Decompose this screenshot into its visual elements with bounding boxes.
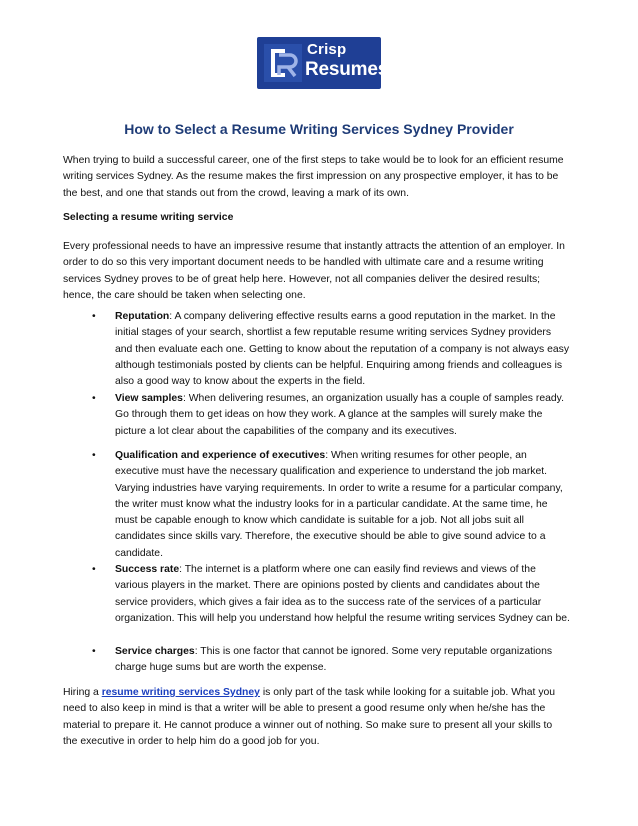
bullet-text bbox=[115, 391, 570, 440]
bullet-dot: • bbox=[92, 646, 96, 657]
closing-paragraph bbox=[63, 685, 568, 750]
bullet-text bbox=[115, 448, 570, 562]
closing-text-start: Hiring a bbox=[63, 687, 102, 698]
bullet-dot: • bbox=[92, 450, 96, 461]
bullet-text bbox=[115, 562, 570, 627]
bullet-text bbox=[115, 309, 570, 390]
bullet-body: : This is one factor that cannot be ignored. Some very reputable organizations charge huge sums but are worth the expense. bbox=[115, 646, 553, 674]
section-heading: Selecting a resume writing service bbox=[63, 212, 234, 223]
bullet-dot: • bbox=[92, 393, 96, 404]
bullet-term: Success rate bbox=[115, 564, 180, 575]
bullet-body: : The internet is a platform where one can easily find reviews and views of the various players in the market. There are opinions posted by clients and candidates about the service providers, which gives a fair idea as to the success rate of the services of a particular organization. This will help you understand how helpful the resume writing services Sydney can be. bbox=[115, 564, 570, 624]
bullet-term: View samples bbox=[115, 393, 183, 404]
bullet-term: Reputation bbox=[115, 311, 170, 322]
bullet-dot: • bbox=[92, 564, 96, 575]
resume-services-link[interactable]: resume writing services Sydney bbox=[101, 687, 260, 698]
document-title: How to Select a Resume Writing Services Sydney Provider bbox=[124, 121, 514, 137]
intro-paragraph: When trying to build a successful career, one of the first steps to take would be to look for an efficient resume writing services Sydney. As the resume makes the first impression on any prospective employer, it has to be the best, and one that stands out from the crowd, leaving a mark of its own. bbox=[63, 155, 564, 199]
bullet-body: : When delivering resumes, an organization usually has a couple of samples ready. Go through them to get ideas on how they work. A glance at the samples will surely make the picture a lot clear about the capabilities of the company and its executives. bbox=[115, 393, 564, 437]
bullet-body: : When writing resumes for other people, an executive must have the necessary qualification and experience to understand the job market. Varying industries have varying requirements. In order to write a resume for a particular company, the writer must know what the industry looks for in a particular candidate. At the same time, he must be capable enough to know which candidate is suitable for a job. Not all jobs suit all candidates since skills vary. Therefore, the executive should be able to give sound advice to a candidate. bbox=[115, 450, 563, 559]
logo-word-resumes: Resumes bbox=[305, 59, 389, 80]
bullet-term: Service charges bbox=[115, 646, 195, 657]
logo-word-crisp: Crisp bbox=[307, 41, 347, 58]
bullet-body: : A company delivering effective results earns a good reputation in the market. In the initial stages of your search, shortlist a few reputable resume writing services Sydney providers and then evaluate each one. Getting to know about the reputation of a company is not always easy although testimonials posted by clients can be helpful. Enquiring among friends and colleagues is also a good way to know about the experts in the field. bbox=[115, 311, 570, 388]
crisp-resumes-logo bbox=[257, 37, 389, 89]
bullet-term: Qualification and experience of executives bbox=[115, 450, 326, 461]
closing-text-end: is only part of the task while looking for a suitable job. What you need to also keep in mind is that a writer will be able to present a good resume only when he/she has the material to prepare it. He cannot produce a winner out of nothing. So make sure to present all your skills to the executive in order to help him do a good job for you. bbox=[63, 687, 556, 747]
section-paragraph: Every professional needs to have an impressive resume that instantly attracts the attention of an employer. In order to do so this very important document needs to be handled with ultimate care and a resume writing services Sydney proves to be of great help here. However, not all companies deliver the desired results; hence, the care should be taken when selecting one. bbox=[63, 241, 565, 301]
bullet-dot: • bbox=[92, 311, 96, 322]
bullet-text bbox=[115, 644, 570, 677]
cr-monogram-icon bbox=[263, 43, 303, 83]
